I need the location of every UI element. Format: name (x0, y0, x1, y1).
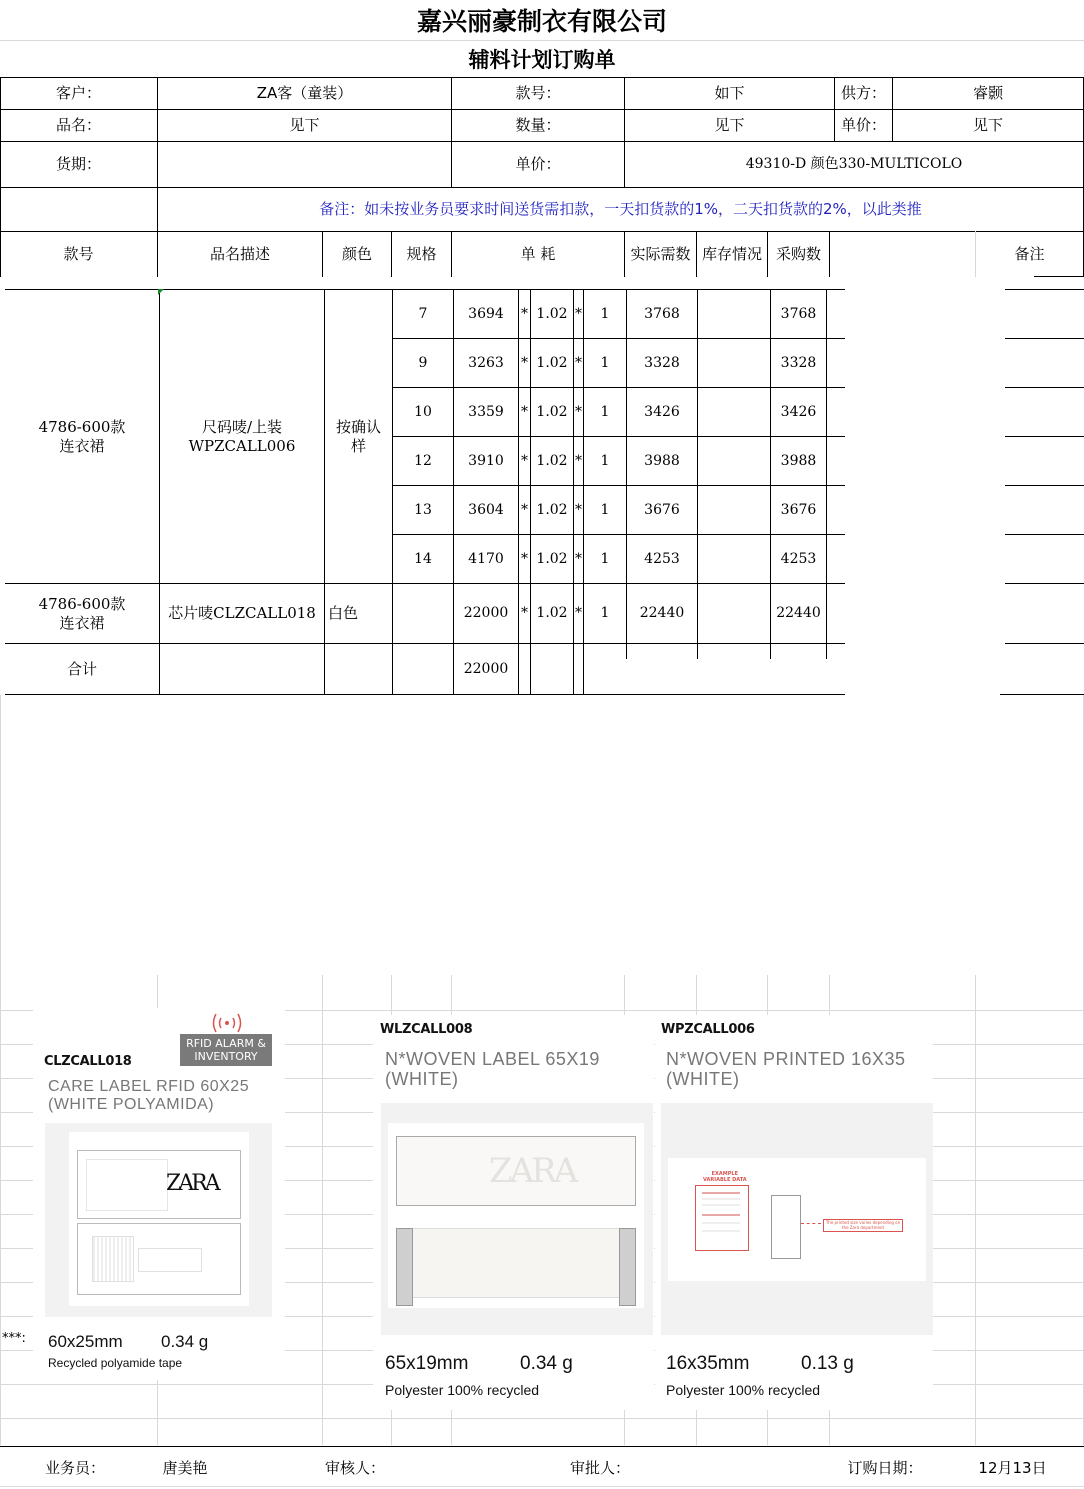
col-header-actual: 实际需数 (630, 244, 691, 263)
actual-cell: 3768 (644, 305, 680, 322)
total-qty: 22000 (463, 660, 509, 677)
card-code: WLZCALL008 (380, 1022, 473, 1037)
card-weight: 0.34 g (161, 1332, 209, 1351)
qty-cell: 3263 (468, 354, 504, 371)
star-cell: * (521, 354, 528, 371)
group2-qty: 22000 (463, 605, 509, 621)
factor-cell: 1.02 (536, 550, 568, 567)
purchase-cell: 3988 (780, 452, 817, 469)
footer-bottom-line (0, 1486, 1084, 1487)
size-cell: 14 (414, 550, 432, 567)
star-cell: * (575, 305, 582, 322)
star-cell: * (575, 354, 582, 371)
supplier-value: 睿颢 (972, 84, 1003, 102)
card-name: N*WOVEN PRINTED 16X35 (WHITE) (666, 1049, 906, 1089)
label-card-care-rfid (33, 1008, 285, 1380)
reviewer-label: 审核人： (324, 1458, 385, 1477)
qty-cell: 3359 (468, 403, 504, 420)
col-header-stock: 库存情况 (701, 244, 762, 263)
group1-style: 4786-600款 连衣裙 (38, 417, 126, 455)
group2-color: 白色 (328, 604, 359, 622)
factor-cell: 1.02 (536, 305, 568, 322)
star-cell: * (521, 452, 528, 469)
mult-cell: 1 (600, 550, 610, 567)
card-code: WPZCALL006 (661, 1022, 755, 1037)
card-name: CARE LABEL RFID 60X25 (WHITE POLYAMIDA) (48, 1078, 250, 1113)
unit-value: 见下 (972, 116, 1003, 134)
size-cell: 9 (418, 354, 428, 371)
group2-size (393, 584, 453, 643)
card-weight: 0.34 g (520, 1353, 573, 1374)
card-weight: 0.13 g (801, 1353, 854, 1374)
style-label: 款号： (515, 84, 561, 102)
unit-label: 单价： (840, 116, 886, 134)
mult-cell: 1 (600, 305, 610, 322)
factor-cell: 1.02 (536, 403, 568, 420)
card-dimensions: 16x35mm (666, 1353, 750, 1374)
card-dimensions: 60x25mm (48, 1332, 123, 1351)
company-title: 嘉兴丽豪制衣有限公司 (416, 6, 667, 36)
actual-cell: 3988 (644, 452, 680, 469)
qty-label: 数量： (515, 116, 561, 134)
price-label: 单价： (515, 155, 561, 173)
grid-line (0, 40, 1084, 41)
item-value: 见下 (289, 116, 320, 134)
col-header-purchase: 采购数 (775, 244, 821, 263)
purchase-cell: 3768 (780, 305, 817, 322)
star-cell: * (521, 403, 528, 420)
star-cell: * (521, 550, 528, 567)
col-header-style: 款号 (63, 244, 94, 263)
size-cell: 7 (418, 305, 428, 322)
actual-cell: 4253 (644, 550, 680, 567)
rfid-signal-icon (209, 1010, 245, 1034)
star-cell: * (521, 501, 528, 518)
group1-desc: 尺码唛/上装 WPZCALL006 (188, 417, 296, 455)
qty-cell: 3910 (468, 452, 504, 469)
star-cell: * (521, 305, 528, 322)
label-image (661, 1103, 933, 1335)
group2-star2: * (575, 605, 582, 621)
size-cell: 13 (414, 501, 432, 518)
price-value: 49310-D 颜色330-MULTICOLO (745, 156, 963, 172)
actual-cell: 3676 (644, 501, 680, 518)
factor-cell: 1.02 (536, 452, 568, 469)
group1-color: 按确认 样 (335, 417, 381, 455)
actual-cell: 3328 (644, 354, 680, 371)
card-material: Polyester 100% recycled (385, 1382, 540, 1398)
col-header-desc: 品名描述 (209, 244, 270, 263)
delivery-value[interactable] (158, 142, 451, 187)
group2-star1: * (521, 605, 528, 621)
mult-cell: 1 (600, 354, 610, 371)
brand-logo: ZARA (489, 1151, 576, 1191)
side-mark: ***: (2, 1331, 26, 1346)
customer-value: ZA客（童装） (256, 84, 353, 102)
total-label: 合计 (66, 659, 97, 678)
factor-cell: 1.02 (536, 501, 568, 518)
delivery-label: 货期： (55, 155, 101, 173)
purchase-cell: 3328 (780, 354, 817, 371)
print-size-callout: The printed size varies depending on the Zara department (823, 1219, 903, 1232)
customer-label: 客户： (55, 84, 101, 102)
col-header-size: 规格 (406, 244, 437, 263)
label-image (381, 1103, 653, 1335)
label-card-woven-printed (655, 1015, 933, 1410)
order-date-label: 订购日期： (847, 1458, 923, 1477)
salesman-label: 业务员： (44, 1458, 105, 1477)
col-header-color: 颜色 (341, 244, 372, 263)
star-cell: * (575, 501, 582, 518)
approver-label: 审批人： (569, 1458, 630, 1477)
mult-cell: 1 (600, 452, 610, 469)
group2-desc: 芯片唛CLZCALL018 (168, 604, 316, 622)
example-variable-data: EXAMPLE VARIABLE DATA (703, 1171, 747, 1183)
mult-cell: 1 (600, 403, 610, 420)
card-material: Polyester 100% recycled (666, 1382, 821, 1398)
label-card-woven (373, 1015, 654, 1410)
rfid-badge: RFID ALARM & INVENTORY (180, 1034, 272, 1066)
size-cell: 12 (414, 452, 432, 469)
group2-style: 4786-600款 连衣裙 (38, 594, 126, 632)
order-date-value: 12月13日 (978, 1458, 1047, 1477)
group2-purchase: 22440 (776, 605, 821, 621)
star-cell: * (575, 550, 582, 567)
card-dimensions: 65x19mm (385, 1353, 469, 1374)
col-header-remark: 备注 (1014, 244, 1045, 263)
mult-cell: 1 (600, 501, 610, 518)
item-label: 品名： (55, 116, 101, 134)
card-code: CLZCALL018 (44, 1054, 132, 1069)
card-name: N*WOVEN LABEL 65X19 (WHITE) (385, 1049, 600, 1089)
factor-cell: 1.02 (536, 354, 568, 371)
qty-cell: 4170 (468, 550, 504, 567)
purchase-cell: 3676 (780, 501, 817, 518)
document-title: 辅料计划订购单 (468, 46, 616, 72)
purchase-cell: 4253 (780, 550, 817, 567)
col-header-consumption: 单 耗 (520, 244, 556, 263)
label-image (45, 1123, 272, 1317)
size-cell: 10 (414, 403, 432, 420)
payment-note: 备注：如未按业务员要求时间送货需扣款，一天扣货款的1%，二天扣货款的2%，以此类推 (319, 200, 922, 218)
salesman-value: 唐美艳 (162, 1458, 208, 1477)
qty-cell: 3604 (468, 501, 504, 518)
style-value: 如下 (714, 84, 745, 102)
card-material: Recycled polyamide tape (48, 1356, 183, 1370)
group2-factor: 1.02 (536, 605, 568, 621)
brand-logo: ZARA (166, 1171, 218, 1196)
star-cell: * (575, 452, 582, 469)
group2-mult: 1 (600, 605, 610, 621)
qty-cell: 3694 (468, 305, 504, 322)
group2-actual: 22440 (639, 605, 685, 621)
star-cell: * (575, 403, 582, 420)
purchase-cell: 3426 (780, 403, 817, 420)
footer-divider (0, 1446, 1084, 1447)
actual-cell: 3426 (644, 403, 680, 420)
supplier-label: 供方： (840, 84, 886, 102)
qty-value: 见下 (714, 116, 745, 134)
